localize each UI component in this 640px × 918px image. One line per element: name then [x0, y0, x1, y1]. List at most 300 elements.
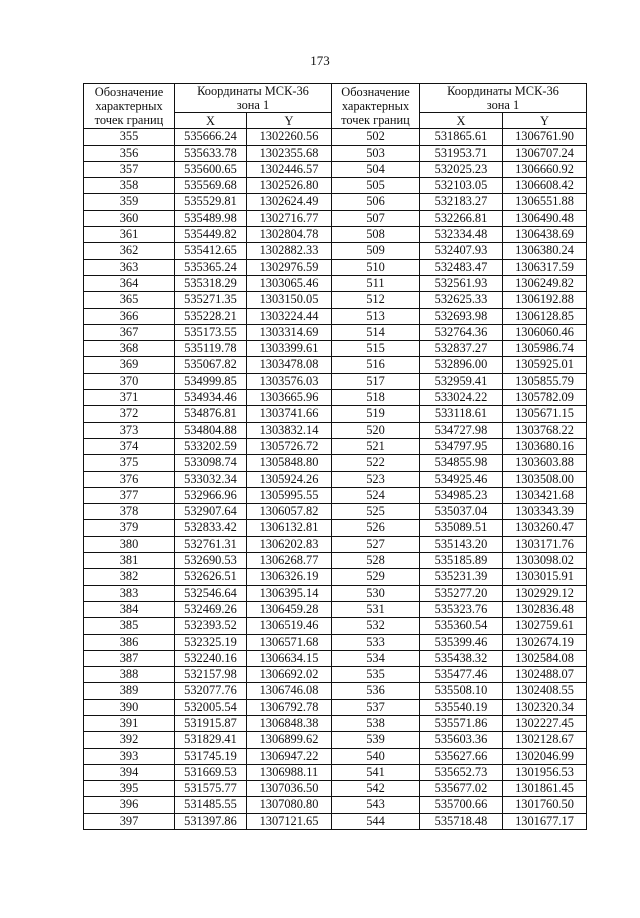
table-row — [84, 601, 587, 617]
y-value-right: 1303171.76 — [503, 536, 587, 552]
x-value-left: 532833.42 — [175, 520, 247, 536]
x-value-left: 533098.74 — [175, 455, 247, 471]
y-value-left: 1306947.22 — [247, 748, 332, 764]
point-label-left: 396 — [84, 797, 175, 813]
y-value-left: 1302446.57 — [247, 161, 332, 177]
y-value-left: 1306792.78 — [247, 699, 332, 715]
table-row — [84, 553, 587, 569]
y-value-right: 1303603.88 — [503, 455, 587, 471]
x-value-right: 534855.98 — [420, 455, 503, 471]
table-row — [84, 797, 587, 813]
x-value-right: 535438.32 — [420, 650, 503, 666]
point-label-right: 524 — [332, 487, 420, 503]
point-label-left: 370 — [84, 373, 175, 389]
point-label-left: 382 — [84, 569, 175, 585]
table-row — [84, 259, 587, 275]
y-value-right: 1306608.42 — [503, 178, 587, 194]
point-label-left: 383 — [84, 585, 175, 601]
y-value-left: 1306326.19 — [247, 569, 332, 585]
table-row — [84, 178, 587, 194]
point-label-left: 360 — [84, 210, 175, 226]
x-value-left: 535119.78 — [175, 341, 247, 357]
y-value-left: 1302355.68 — [247, 145, 332, 161]
point-label-right: 521 — [332, 438, 420, 454]
y-value-left: 1305924.26 — [247, 471, 332, 487]
y-value-left: 1305848.80 — [247, 455, 332, 471]
x-value-right: 535477.46 — [420, 667, 503, 683]
point-label-left: 373 — [84, 422, 175, 438]
y-value-right: 1302584.08 — [503, 650, 587, 666]
y-value-right: 1303260.47 — [503, 520, 587, 536]
y-value-right: 1305671.15 — [503, 406, 587, 422]
y-value-left: 1303399.61 — [247, 341, 332, 357]
x-value-left: 535529.81 — [175, 194, 247, 210]
x-value-right: 535089.51 — [420, 520, 503, 536]
point-label-right: 533 — [332, 634, 420, 650]
point-label-right: 531 — [332, 601, 420, 617]
x-value-left: 535666.24 — [175, 129, 247, 145]
y-value-right: 1302929.12 — [503, 585, 587, 601]
y-value-left: 1306899.62 — [247, 732, 332, 748]
y-value-left: 1306519.46 — [247, 618, 332, 634]
table-row — [84, 324, 587, 340]
y-value-left: 1306057.82 — [247, 504, 332, 520]
y-value-right: 1303508.00 — [503, 471, 587, 487]
y-value-left: 1302976.59 — [247, 259, 332, 275]
x-value-left: 534804.88 — [175, 422, 247, 438]
y-value-right: 1305782.09 — [503, 390, 587, 406]
x-value-left: 535569.68 — [175, 178, 247, 194]
table-row — [84, 520, 587, 536]
point-label-left: 395 — [84, 781, 175, 797]
table-row — [84, 699, 587, 715]
point-label-left: 368 — [84, 341, 175, 357]
table-row — [84, 748, 587, 764]
x-value-right: 535360.54 — [420, 618, 503, 634]
y-value-left: 1306634.15 — [247, 650, 332, 666]
y-value-left: 1302882.33 — [247, 243, 332, 259]
table-row — [84, 390, 587, 406]
point-label-left: 355 — [84, 129, 175, 145]
y-value-left: 1303576.03 — [247, 373, 332, 389]
header-text: характерных — [95, 99, 163, 114]
y-value-left: 1302716.77 — [247, 210, 332, 226]
y-value-right: 1303768.22 — [503, 422, 587, 438]
table-row — [84, 504, 587, 520]
y-value-right: 1306128.85 — [503, 308, 587, 324]
y-value-left: 1303832.14 — [247, 422, 332, 438]
point-label-left: 365 — [84, 292, 175, 308]
y-value-left: 1303314.69 — [247, 324, 332, 340]
x-value-left: 532966.96 — [175, 487, 247, 503]
point-label-left: 356 — [84, 145, 175, 161]
point-label-left: 379 — [84, 520, 175, 536]
x-value-left: 531829.41 — [175, 732, 247, 748]
point-label-left: 376 — [84, 471, 175, 487]
x-value-right: 534925.46 — [420, 471, 503, 487]
x-value-right: 535277.20 — [420, 585, 503, 601]
point-label-right: 514 — [332, 324, 420, 340]
y-value-right: 1303015.91 — [503, 569, 587, 585]
point-label-left: 390 — [84, 699, 175, 715]
point-label-right: 519 — [332, 406, 420, 422]
table-row — [84, 667, 587, 683]
x-value-right: 535718.48 — [420, 813, 503, 829]
x-value-left: 535318.29 — [175, 275, 247, 291]
point-label-left: 381 — [84, 553, 175, 569]
y-value-right: 1306317.59 — [503, 259, 587, 275]
x-value-right: 532896.00 — [420, 357, 503, 373]
x-value-left: 535271.35 — [175, 292, 247, 308]
table-row — [84, 161, 587, 177]
x-value-left: 531485.55 — [175, 797, 247, 813]
x-value-left: 532761.31 — [175, 536, 247, 552]
table-row — [84, 373, 587, 389]
y-value-left: 1302526.80 — [247, 178, 332, 194]
y-value-right: 1301861.45 — [503, 781, 587, 797]
table-row — [84, 471, 587, 487]
point-label-left: 394 — [84, 764, 175, 780]
x-value-left: 532907.64 — [175, 504, 247, 520]
table-row — [84, 145, 587, 161]
header-text: точек границ — [341, 113, 410, 128]
x-value-left: 532626.51 — [175, 569, 247, 585]
y-value-right: 1306380.24 — [503, 243, 587, 259]
point-label-right: 509 — [332, 243, 420, 259]
point-label-right: 516 — [332, 357, 420, 373]
table-header — [84, 84, 587, 129]
y-value-right: 1302488.07 — [503, 667, 587, 683]
x-value-right: 532483.47 — [420, 259, 503, 275]
page-number: 173 — [310, 53, 330, 68]
point-label-left: 387 — [84, 650, 175, 666]
x-value-right: 532959.41 — [420, 373, 503, 389]
x-value-right: 535508.10 — [420, 683, 503, 699]
point-label-left: 380 — [84, 536, 175, 552]
y-value-left: 1307121.65 — [247, 813, 332, 829]
y-value-right: 1305855.79 — [503, 373, 587, 389]
x-value-right: 532693.98 — [420, 308, 503, 324]
x-value-left: 531575.77 — [175, 781, 247, 797]
table-row — [84, 406, 587, 422]
header-text: Координаты МСК-36 — [447, 84, 559, 98]
table-row — [84, 634, 587, 650]
y-value-left: 1307080.80 — [247, 797, 332, 813]
header-text: точек границ — [94, 113, 164, 128]
point-label-right: 543 — [332, 797, 420, 813]
x-value-left: 535449.82 — [175, 227, 247, 243]
x-value-left: 534999.85 — [175, 373, 247, 389]
x-value-left: 534934.46 — [175, 390, 247, 406]
header-text: Обозначение — [94, 85, 164, 100]
x-value-left: 535600.65 — [175, 161, 247, 177]
y-value-left: 1307036.50 — [247, 781, 332, 797]
x-value-left: 532240.16 — [175, 650, 247, 666]
y-value-right: 1303098.02 — [503, 553, 587, 569]
x-value-left: 531669.53 — [175, 764, 247, 780]
table-row — [84, 764, 587, 780]
header-text: Обозначение — [341, 85, 410, 100]
point-label-right: 537 — [332, 699, 420, 715]
y-value-left: 1303665.96 — [247, 390, 332, 406]
x-value-right: 531865.61 — [420, 129, 503, 145]
x-header-right: X — [420, 113, 503, 129]
y-value-left: 1306395.14 — [247, 585, 332, 601]
coordinates-table — [83, 83, 587, 830]
point-label-right: 535 — [332, 667, 420, 683]
x-header-left: X — [175, 113, 247, 129]
y-value-right: 1301677.17 — [503, 813, 587, 829]
point-label-left: 391 — [84, 715, 175, 731]
point-label-left: 369 — [84, 357, 175, 373]
point-label-right: 534 — [332, 650, 420, 666]
x-value-left: 535228.21 — [175, 308, 247, 324]
x-value-right: 535037.04 — [420, 504, 503, 520]
y-value-right: 1305986.74 — [503, 341, 587, 357]
point-label-right: 526 — [332, 520, 420, 536]
table-row — [84, 781, 587, 797]
point-label-right: 542 — [332, 781, 420, 797]
point-label-right: 520 — [332, 422, 420, 438]
coords-group-header-left — [175, 84, 332, 113]
point-label-right: 540 — [332, 748, 420, 764]
x-value-left: 532546.64 — [175, 585, 247, 601]
y-header-left: Y — [247, 113, 332, 129]
y-value-right: 1302128.67 — [503, 732, 587, 748]
point-label-right: 529 — [332, 569, 420, 585]
point-label-right: 530 — [332, 585, 420, 601]
header-text: зона 1 — [236, 98, 270, 112]
y-value-left: 1306848.38 — [247, 715, 332, 731]
header-text: характерных — [341, 99, 410, 114]
x-value-right: 534797.95 — [420, 438, 503, 454]
y-value-left: 1306132.81 — [247, 520, 332, 536]
x-value-right: 532407.93 — [420, 243, 503, 259]
x-value-left: 532469.26 — [175, 601, 247, 617]
x-value-right: 535540.19 — [420, 699, 503, 715]
point-label-right: 515 — [332, 341, 420, 357]
point-label-right: 532 — [332, 618, 420, 634]
y-value-right: 1305925.01 — [503, 357, 587, 373]
x-value-right: 533118.61 — [420, 406, 503, 422]
point-label-left: 372 — [84, 406, 175, 422]
x-value-right: 535677.02 — [420, 781, 503, 797]
table-row — [84, 569, 587, 585]
y-value-left: 1302624.49 — [247, 194, 332, 210]
y-value-right: 1306490.48 — [503, 210, 587, 226]
point-label-left: 375 — [84, 455, 175, 471]
y-value-left: 1306746.08 — [247, 683, 332, 699]
point-label-right: 507 — [332, 210, 420, 226]
point-label-right: 527 — [332, 536, 420, 552]
point-label-left: 371 — [84, 390, 175, 406]
x-value-right: 535231.39 — [420, 569, 503, 585]
x-value-right: 533024.22 — [420, 390, 503, 406]
table-body — [84, 129, 587, 830]
x-value-left: 532077.76 — [175, 683, 247, 699]
point-label-header-left — [84, 84, 175, 129]
point-label-left: 357 — [84, 161, 175, 177]
table-row — [84, 292, 587, 308]
y-value-left: 1305726.72 — [247, 438, 332, 454]
point-label-left: 374 — [84, 438, 175, 454]
y-value-left: 1302260.56 — [247, 129, 332, 145]
x-value-right: 532103.05 — [420, 178, 503, 194]
x-value-right: 535143.20 — [420, 536, 503, 552]
x-value-left: 534876.81 — [175, 406, 247, 422]
point-label-left: 363 — [84, 259, 175, 275]
x-value-right: 535652.73 — [420, 764, 503, 780]
y-value-right: 1302836.48 — [503, 601, 587, 617]
y-value-right: 1306761.90 — [503, 129, 587, 145]
x-value-right: 532837.27 — [420, 341, 503, 357]
x-value-left: 531915.87 — [175, 715, 247, 731]
point-label-left: 367 — [84, 324, 175, 340]
point-label-left: 358 — [84, 178, 175, 194]
y-value-left: 1303150.05 — [247, 292, 332, 308]
table-row — [84, 536, 587, 552]
y-value-left: 1305995.55 — [247, 487, 332, 503]
x-value-right: 532764.36 — [420, 324, 503, 340]
point-label-left: 377 — [84, 487, 175, 503]
point-label-right: 517 — [332, 373, 420, 389]
header-text: зона 1 — [486, 98, 520, 112]
table-row — [84, 422, 587, 438]
x-value-left: 533202.59 — [175, 438, 247, 454]
y-value-right: 1303680.16 — [503, 438, 587, 454]
x-value-left: 535173.55 — [175, 324, 247, 340]
point-label-right: 525 — [332, 504, 420, 520]
point-label-right: 504 — [332, 161, 420, 177]
point-label-left: 362 — [84, 243, 175, 259]
table-row — [84, 618, 587, 634]
point-label-right: 508 — [332, 227, 420, 243]
table-row — [84, 813, 587, 829]
x-value-left: 531397.86 — [175, 813, 247, 829]
point-label-right: 522 — [332, 455, 420, 471]
x-value-right: 532561.93 — [420, 275, 503, 291]
x-value-right: 534985.23 — [420, 487, 503, 503]
point-label-right: 503 — [332, 145, 420, 161]
y-value-left: 1306202.83 — [247, 536, 332, 552]
x-value-right: 535627.66 — [420, 748, 503, 764]
point-label-right: 544 — [332, 813, 420, 829]
x-value-right: 534727.98 — [420, 422, 503, 438]
point-label-right: 539 — [332, 732, 420, 748]
x-value-left: 532690.53 — [175, 553, 247, 569]
point-label-header-right — [332, 84, 420, 129]
point-label-right: 502 — [332, 129, 420, 145]
point-label-right: 511 — [332, 275, 420, 291]
x-value-left: 532157.98 — [175, 667, 247, 683]
x-value-left: 535633.78 — [175, 145, 247, 161]
x-value-right: 531953.71 — [420, 145, 503, 161]
y-header-right: Y — [503, 113, 587, 129]
x-value-right: 535323.76 — [420, 601, 503, 617]
point-label-left: 385 — [84, 618, 175, 634]
y-value-left: 1303478.08 — [247, 357, 332, 373]
point-label-right: 536 — [332, 683, 420, 699]
table-row — [84, 210, 587, 226]
x-value-right: 532334.48 — [420, 227, 503, 243]
y-value-right: 1306660.92 — [503, 161, 587, 177]
y-value-right: 1301760.50 — [503, 797, 587, 813]
point-label-right: 523 — [332, 471, 420, 487]
y-value-right: 1302046.99 — [503, 748, 587, 764]
point-label-left: 388 — [84, 667, 175, 683]
x-value-right: 532266.81 — [420, 210, 503, 226]
table-row — [84, 243, 587, 259]
y-value-left: 1303224.44 — [247, 308, 332, 324]
point-label-left: 392 — [84, 732, 175, 748]
y-value-right: 1302320.34 — [503, 699, 587, 715]
point-label-left: 359 — [84, 194, 175, 210]
y-value-right: 1303421.68 — [503, 487, 587, 503]
point-label-left: 386 — [84, 634, 175, 650]
coords-group-header-right — [420, 84, 587, 113]
x-value-right: 535603.36 — [420, 732, 503, 748]
x-value-left: 533032.34 — [175, 471, 247, 487]
table-row — [84, 683, 587, 699]
point-label-left: 361 — [84, 227, 175, 243]
point-label-left: 397 — [84, 813, 175, 829]
y-value-right: 1306060.46 — [503, 324, 587, 340]
table-row — [84, 341, 587, 357]
y-value-right: 1302408.55 — [503, 683, 587, 699]
table-row — [84, 275, 587, 291]
x-value-left: 532005.54 — [175, 699, 247, 715]
y-value-left: 1303741.66 — [247, 406, 332, 422]
point-label-left: 384 — [84, 601, 175, 617]
point-label-right: 505 — [332, 178, 420, 194]
x-value-right: 535399.46 — [420, 634, 503, 650]
x-value-left: 535365.24 — [175, 259, 247, 275]
x-value-left: 531745.19 — [175, 748, 247, 764]
table-row — [84, 129, 587, 145]
point-label-right: 538 — [332, 715, 420, 731]
point-label-left: 393 — [84, 748, 175, 764]
x-value-right: 535571.86 — [420, 715, 503, 731]
x-value-right: 532183.27 — [420, 194, 503, 210]
point-label-right: 513 — [332, 308, 420, 324]
point-label-left: 378 — [84, 504, 175, 520]
y-value-left: 1306988.11 — [247, 764, 332, 780]
x-value-left: 532393.52 — [175, 618, 247, 634]
point-label-right: 512 — [332, 292, 420, 308]
table-row — [84, 308, 587, 324]
y-value-right: 1306551.88 — [503, 194, 587, 210]
y-value-right: 1301956.53 — [503, 764, 587, 780]
x-value-left: 535067.82 — [175, 357, 247, 373]
y-value-left: 1306268.77 — [247, 553, 332, 569]
point-label-right: 510 — [332, 259, 420, 275]
y-value-left: 1306459.28 — [247, 601, 332, 617]
y-value-right: 1303343.39 — [503, 504, 587, 520]
x-value-left: 535489.98 — [175, 210, 247, 226]
point-label-right: 518 — [332, 390, 420, 406]
table-row — [84, 455, 587, 471]
x-value-right: 535185.89 — [420, 553, 503, 569]
y-value-left: 1303065.46 — [247, 275, 332, 291]
table-row — [84, 650, 587, 666]
table-row — [84, 487, 587, 503]
y-value-right: 1306707.24 — [503, 145, 587, 161]
table-row — [84, 732, 587, 748]
table-row — [84, 357, 587, 373]
point-label-right: 528 — [332, 553, 420, 569]
y-value-right: 1306192.88 — [503, 292, 587, 308]
point-label-right: 506 — [332, 194, 420, 210]
